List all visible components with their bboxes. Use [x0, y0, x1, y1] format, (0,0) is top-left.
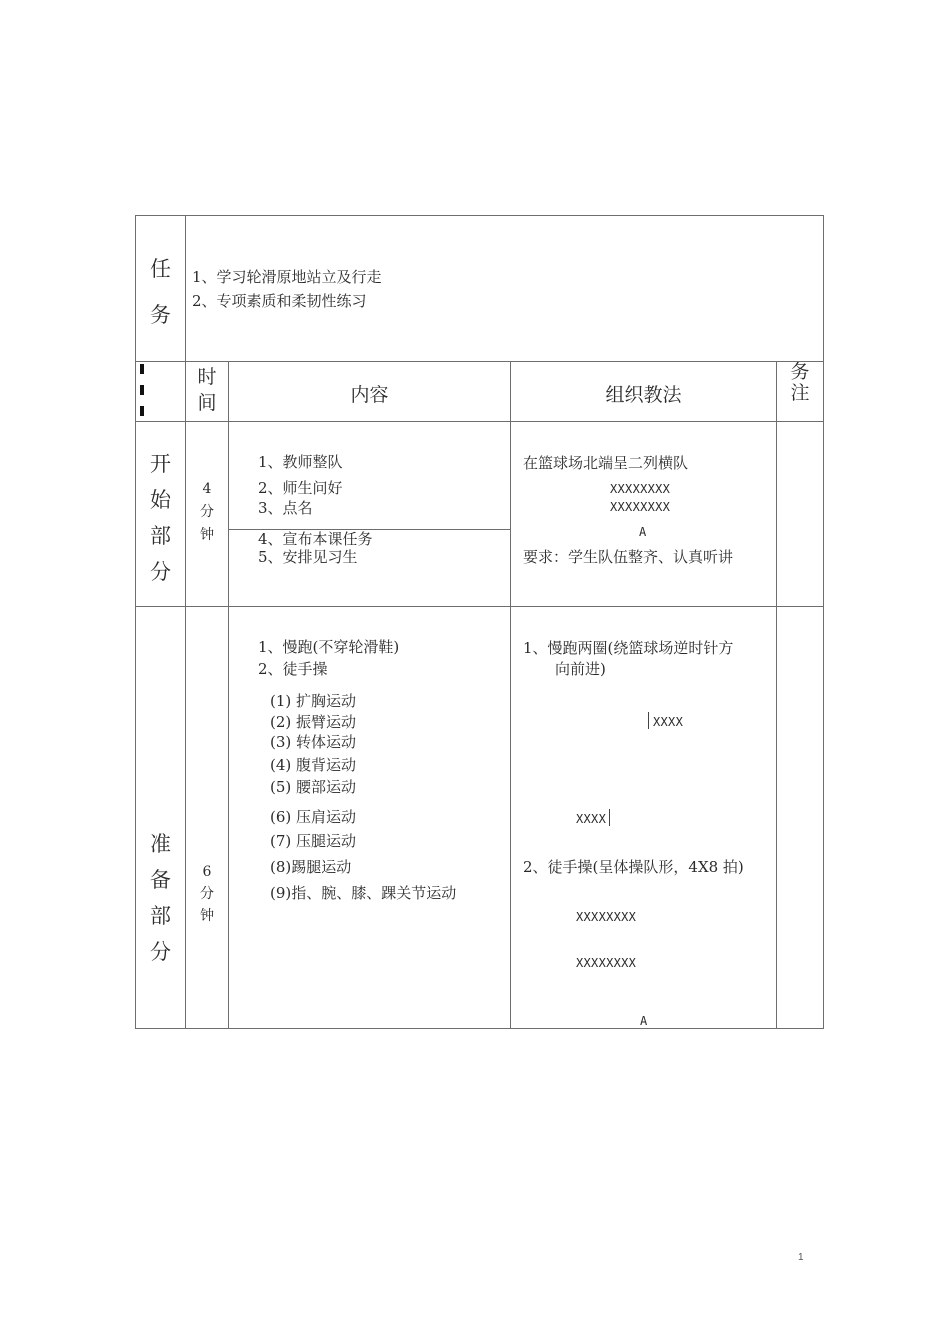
- prep-method-run-cont: 向前进): [555, 660, 606, 678]
- header-time-char: 间: [197, 392, 217, 414]
- header-note-char: 注: [790, 382, 810, 404]
- header-mark-2: [140, 385, 144, 395]
- section-label-char: 准: [150, 832, 171, 856]
- task-item: 1、学习轮滑原地站立及行走: [192, 268, 382, 286]
- header-mark-3: [140, 406, 144, 416]
- prep-time: [186, 861, 228, 927]
- start-content-item: 3、点名: [258, 499, 313, 517]
- time-unit-char: 分: [200, 504, 214, 520]
- exercise-formation-row: XXXXXXXX: [576, 956, 637, 970]
- prep-content-item: (3) 转体运动: [270, 733, 357, 751]
- prep-content-item: (4) 腹背运动: [270, 756, 357, 774]
- track-bar-left: [648, 712, 649, 729]
- section-label-char: 始: [150, 488, 171, 512]
- formation-row: XXXXXXXX: [610, 500, 671, 514]
- header-time: [186, 364, 228, 416]
- task-label: [136, 246, 185, 338]
- section-label-char: 开: [150, 452, 171, 476]
- teacher-position-mark: A: [640, 1014, 648, 1028]
- prep-content-item: (2) 振臂运动: [270, 713, 357, 731]
- track-formation-bottom: XXXX: [576, 812, 607, 826]
- time-unit-char: 分: [200, 886, 214, 902]
- prep-content-item: 2、徒手操: [258, 660, 328, 678]
- header-mark-1: [140, 364, 144, 374]
- header-time-char: 时: [197, 366, 217, 388]
- teacher-position-mark: A: [639, 525, 647, 539]
- prep-content-item: (6) 压肩运动: [270, 808, 357, 826]
- start-row-divider: [135, 606, 824, 607]
- task-row-divider: [135, 361, 824, 362]
- start-content-item: 2、师生问好: [258, 479, 343, 497]
- start-content-item: 5、安排见习生: [258, 548, 358, 566]
- prep-method-run: 1、慢跑两圈(绕篮球场逆时针方: [523, 639, 734, 657]
- time-unit-char: 钟: [200, 908, 214, 924]
- start-section-label: [136, 446, 185, 590]
- page-number: 1: [798, 1252, 804, 1263]
- task-item: 2、专项素质和柔韧性练习: [192, 292, 367, 310]
- table-top-border: [135, 215, 824, 216]
- prep-method-exercise: 2、徒手操(呈体操队形，4X8 拍): [523, 858, 744, 876]
- section-label-char: 部: [150, 524, 171, 548]
- task-label-char: 任: [150, 257, 171, 281]
- header-row-divider: [135, 421, 824, 422]
- start-time: [186, 478, 228, 547]
- start-content-item: 1、教师整队: [258, 453, 343, 471]
- section-label-char: 备: [150, 868, 171, 892]
- time-value: 4: [202, 481, 212, 497]
- formation-row: XXXXXXXX: [610, 482, 671, 496]
- task-label-char: 务: [150, 303, 171, 327]
- prep-content-item: (8)踢腿运动: [270, 858, 352, 876]
- prep-content-item: (9)指、腕、膝、踝关节运动: [270, 884, 457, 902]
- start-content-item: 4、宣布本课任务: [258, 530, 373, 548]
- header-note-char: 务: [790, 361, 810, 383]
- start-requirement: 要求：学生队伍整齐、认真听讲: [523, 548, 734, 566]
- table-bottom-border: [135, 1028, 824, 1029]
- start-method-intro: 在篮球场北端呈二列横队: [523, 454, 689, 472]
- prep-content-item: 1、慢跑(不穿轮滑鞋): [258, 638, 400, 656]
- track-bar-right: [609, 809, 610, 826]
- content-column-divider: [510, 361, 511, 1029]
- table-right-border: [823, 215, 824, 1029]
- header-method: 组织教法: [605, 384, 682, 406]
- section-label-char: 分: [150, 940, 171, 964]
- prep-section-label: [136, 826, 185, 970]
- time-unit-char: 钟: [200, 527, 214, 543]
- header-content: 内容: [350, 384, 389, 406]
- section-label-char: 部: [150, 904, 171, 928]
- section-label-char: 分: [150, 560, 171, 584]
- time-column-divider: [228, 361, 229, 1029]
- prep-content-item: (7) 压腿运动: [270, 832, 357, 850]
- method-column-divider: [776, 361, 777, 1029]
- prep-content-item: (5) 腰部运动: [270, 778, 357, 796]
- track-formation-top: XXXX: [653, 715, 684, 729]
- exercise-formation-row: XXXXXXXX: [576, 910, 637, 924]
- prep-content-item: (1) 扩胸运动: [270, 692, 357, 710]
- time-value: 6: [202, 864, 212, 880]
- header-note: [777, 362, 823, 404]
